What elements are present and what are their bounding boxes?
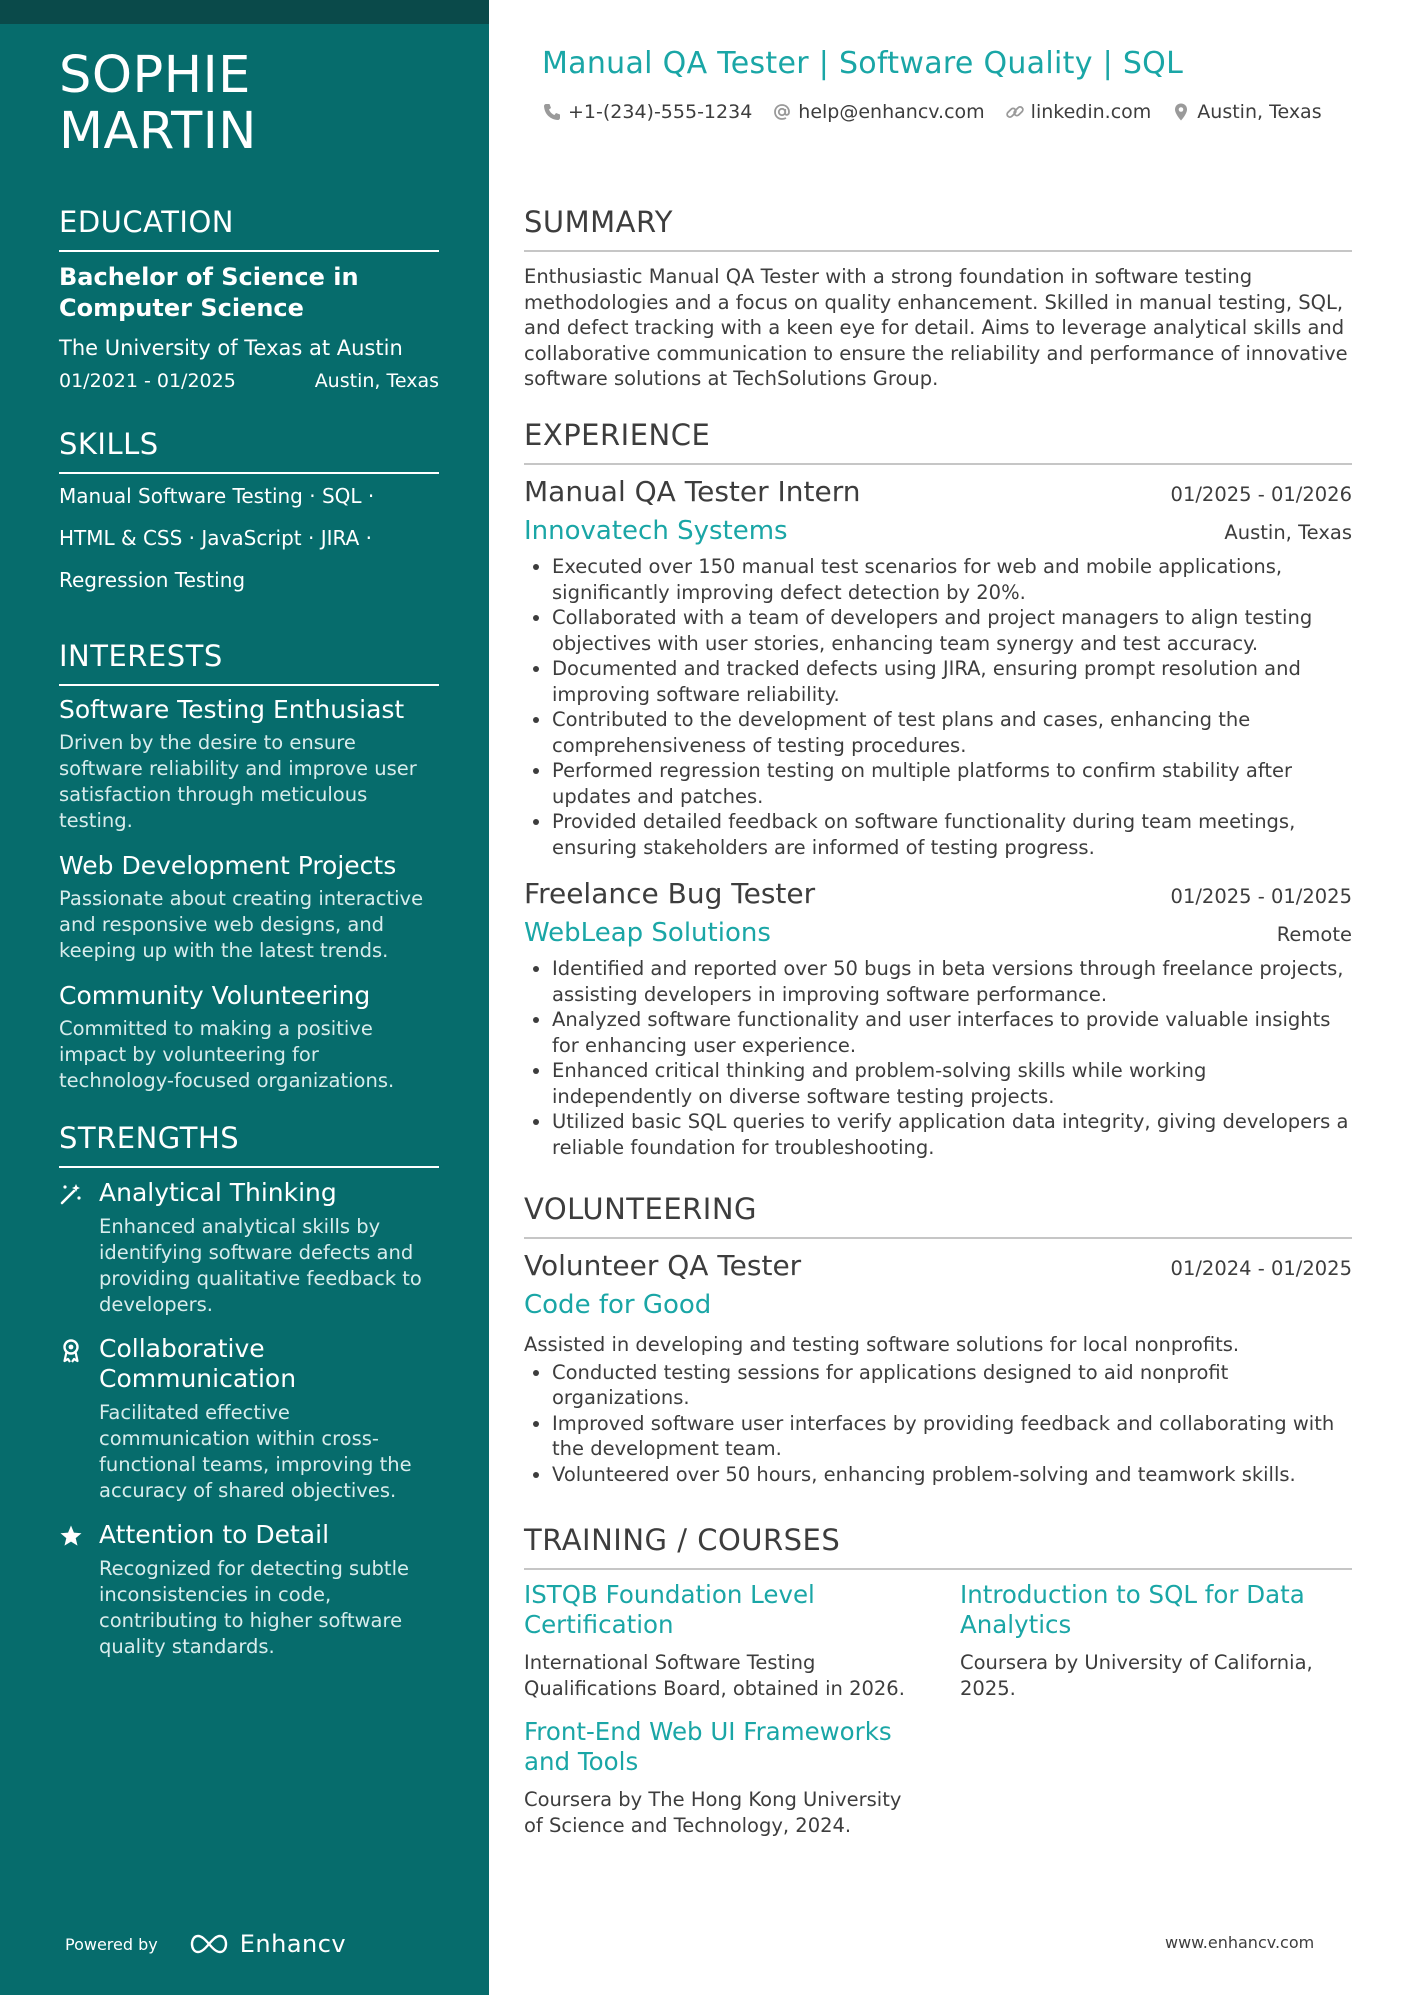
candidate-name: SOPHIE MARTIN (59, 46, 257, 161)
experience-heading: EXPERIENCE (524, 417, 1352, 465)
strength-title: Collaborative Communication (99, 1334, 297, 1393)
strength-item (59, 1334, 439, 1504)
job-company: Innovatech Systems (524, 516, 788, 546)
interests-list (59, 694, 439, 1110)
course-desc: Coursera by The Hong Kong University of Science and Technology, 2024. (524, 1788, 902, 1837)
bullet-item: • Contributed to the development of test plans and cases, enhancing the comprehensiveness of testing procedures. (552, 707, 1352, 758)
education-entry (59, 262, 439, 392)
skills-list (59, 475, 439, 601)
phone-icon (542, 102, 562, 122)
bullet-item: • Conducted testing sessions for applications designed to aid nonprofit organizations. (552, 1360, 1352, 1411)
interest-desc: Driven by the desire to ensure software reliability and improve user satisfaction through meticulous testing. (59, 731, 417, 832)
interest-title: Community Volunteering (59, 981, 371, 1010)
job-bullets (524, 956, 1352, 1160)
volunteering-heading: VOLUNTEERING (524, 1191, 1352, 1239)
interest-item (59, 850, 439, 964)
strength-item (59, 1520, 439, 1660)
interest-title: Software Testing Enthusiast (59, 695, 405, 724)
strength-desc: Facilitated effective communication within cross-functional teams, improving the accuracy of shared objectives. (99, 1401, 412, 1502)
interest-desc: Passionate about creating interactive and responsive web designs, and keeping up with the latest trends. (59, 887, 424, 962)
skills-heading: SKILLS (59, 426, 439, 474)
course-title: Introduction to SQL for Data Analytics (960, 1580, 1305, 1639)
interest-item (59, 694, 439, 834)
at-icon (772, 102, 792, 122)
strength-title: Attention to Detail (99, 1520, 330, 1549)
course-item (960, 1580, 1352, 1701)
powered-by-label: Powered by (65, 1934, 158, 1954)
job-entry (524, 474, 1352, 860)
education-dates: 01/2021 - 01/2025 (59, 370, 236, 392)
education-meta (59, 370, 439, 392)
course-desc: International Software Testing Qualifications Board, obtained in 2026. (524, 1651, 905, 1700)
interest-title: Web Development Projects (59, 851, 397, 880)
bullet-item: • Executed over 150 manual test scenarios for web and mobile applications, significantly improving defect detection by 20%. (552, 554, 1352, 605)
bullet-item: • Utilized basic SQL queries to verify application data integrity, giving developers a reliable foundation for troubleshooting. (552, 1109, 1352, 1160)
location-text: Austin, Texas (1197, 101, 1322, 123)
infinity-icon (186, 1932, 232, 1956)
summary-heading: SUMMARY (524, 204, 1352, 252)
interest-item (59, 980, 439, 1094)
wand-icon (59, 1178, 99, 1318)
bullet-item: • Identified and reported over 50 bugs in beta versions through freelance projects, assisting developers in improving software performance. (552, 956, 1352, 1007)
contact-bar (542, 101, 1342, 123)
star-icon (59, 1520, 99, 1660)
strength-desc: Enhanced analytical skills by identifying software defects and providing qualitative feedback to developers. (99, 1215, 422, 1316)
course-title: Front-End Web UI Frameworks and Tools (524, 1717, 892, 1776)
email-text: help@enhancv.com (798, 101, 985, 123)
job-location: Austin, Texas (1224, 521, 1352, 544)
strength-desc: Recognized for detecting subtle inconsistencies in code, contributing to higher software quality standards. (99, 1557, 409, 1658)
volunteer-entry (524, 1248, 1352, 1487)
powered-by (65, 1930, 346, 1958)
education-heading: EDUCATION (59, 204, 439, 252)
job-bullets (524, 554, 1352, 860)
job-entry (524, 876, 1352, 1160)
sidebar (0, 0, 489, 1995)
job-dates: 01/2025 - 01/2026 (1170, 483, 1352, 506)
website-link[interactable]: www.enhancv.com (1165, 1933, 1315, 1952)
contact-location (1171, 101, 1321, 123)
skills-line: Manual Software Testing · SQL · (59, 484, 375, 508)
contact-email[interactable] (772, 101, 984, 123)
strength-item (59, 1178, 439, 1318)
course-item (524, 1580, 916, 1701)
education-location: Austin, Texas (314, 370, 439, 392)
bullet-item: • Analyzed software functionality and user interfaces to provide valuable insights for enhancing user experience. (552, 1007, 1352, 1058)
job-dates: 01/2025 - 01/2025 (1170, 885, 1352, 908)
volunteer-desc: Assisted in developing and testing software solutions for local nonprofits. (524, 1333, 1240, 1356)
volunteer-bullets (524, 1360, 1352, 1488)
bullet-item: • Volunteered over 50 hours, enhancing problem-solving and teamwork skills. (552, 1462, 1352, 1488)
bullet-item: • Performed regression testing on multiple platforms to confirm stability after updates and patches. (552, 758, 1352, 809)
volunteer-title: Volunteer QA Tester (524, 1249, 802, 1282)
interests-heading: INTERESTS (59, 638, 439, 686)
phone-text: +1-(234)-555-1234 (568, 101, 753, 123)
brand-name: Enhancv (239, 1930, 347, 1958)
job-title: Freelance Bug Tester (524, 877, 816, 910)
bullet-item: • Documented and tracked defects using JIRA, ensuring prompt resolution and improving software reliability. (552, 656, 1352, 707)
course-desc: Coursera by University of California, 2025. (960, 1651, 1313, 1700)
contact-linkedin[interactable] (1005, 101, 1152, 123)
contact-phone[interactable] (542, 101, 752, 123)
strengths-heading: STRENGTHS (59, 1120, 439, 1168)
interest-desc: Committed to making a positive impact by volunteering for technology-focused organizations. (59, 1017, 395, 1092)
job-location: Remote (1276, 923, 1352, 946)
location-pin-icon (1171, 102, 1191, 122)
headline: Manual QA Tester | Software Quality | SQL (542, 46, 1184, 81)
job-title: Manual QA Tester Intern (524, 475, 861, 508)
bullet-item: • Improved software user interfaces by providing feedback and collaborating with the development team. (552, 1411, 1352, 1462)
volunteer-org: Code for Good (524, 1290, 712, 1320)
award-icon (59, 1334, 99, 1504)
sidebar-top-band (0, 0, 489, 24)
skills-line: HTML & CSS · JavaScript · JIRA · (59, 526, 372, 550)
bullet-item: • Collaborated with a team of developers and project managers to align testing objectives with user stories, enhancing team synergy and test accuracy. (552, 605, 1352, 656)
linkedin-text: linkedin.com (1030, 101, 1152, 123)
courses-grid (524, 1580, 1352, 1854)
course-title: ISTQB Foundation Level Certification (524, 1580, 815, 1639)
volunteer-dates: 01/2024 - 01/2025 (1170, 1257, 1352, 1280)
bullet-item: • Enhanced critical thinking and problem-solving skills while working independently on diverse software testing projects. (552, 1058, 1352, 1109)
strengths-list (59, 1178, 439, 1676)
strength-title: Analytical Thinking (99, 1178, 337, 1207)
bullet-item: • Provided detailed feedback on software functionality during team meetings, ensuring stakeholders are informed of testing progress. (552, 809, 1352, 860)
skills-line: Regression Testing (59, 568, 246, 592)
courses-heading: TRAINING / COURSES (524, 1522, 1352, 1570)
enhancv-logo[interactable] (186, 1930, 346, 1958)
course-item (524, 1717, 916, 1838)
job-company: WebLeap Solutions (524, 918, 771, 948)
summary-text: Enthusiastic Manual QA Tester with a strong foundation in software testing methodologies and a focus on quality enhancement. Skilled in manual testing, SQL, and defect tracking with a keen eye for detail. Aims to leverage analytical skills and collaborative communication to ensure the reliability and performance of innovative software solutions at TechSolutions Group. (524, 265, 1348, 390)
education-degree: Bachelor of Science in Computer Science (59, 263, 359, 322)
education-school: The University of Texas at Austin (59, 336, 403, 360)
link-icon (1005, 102, 1025, 122)
